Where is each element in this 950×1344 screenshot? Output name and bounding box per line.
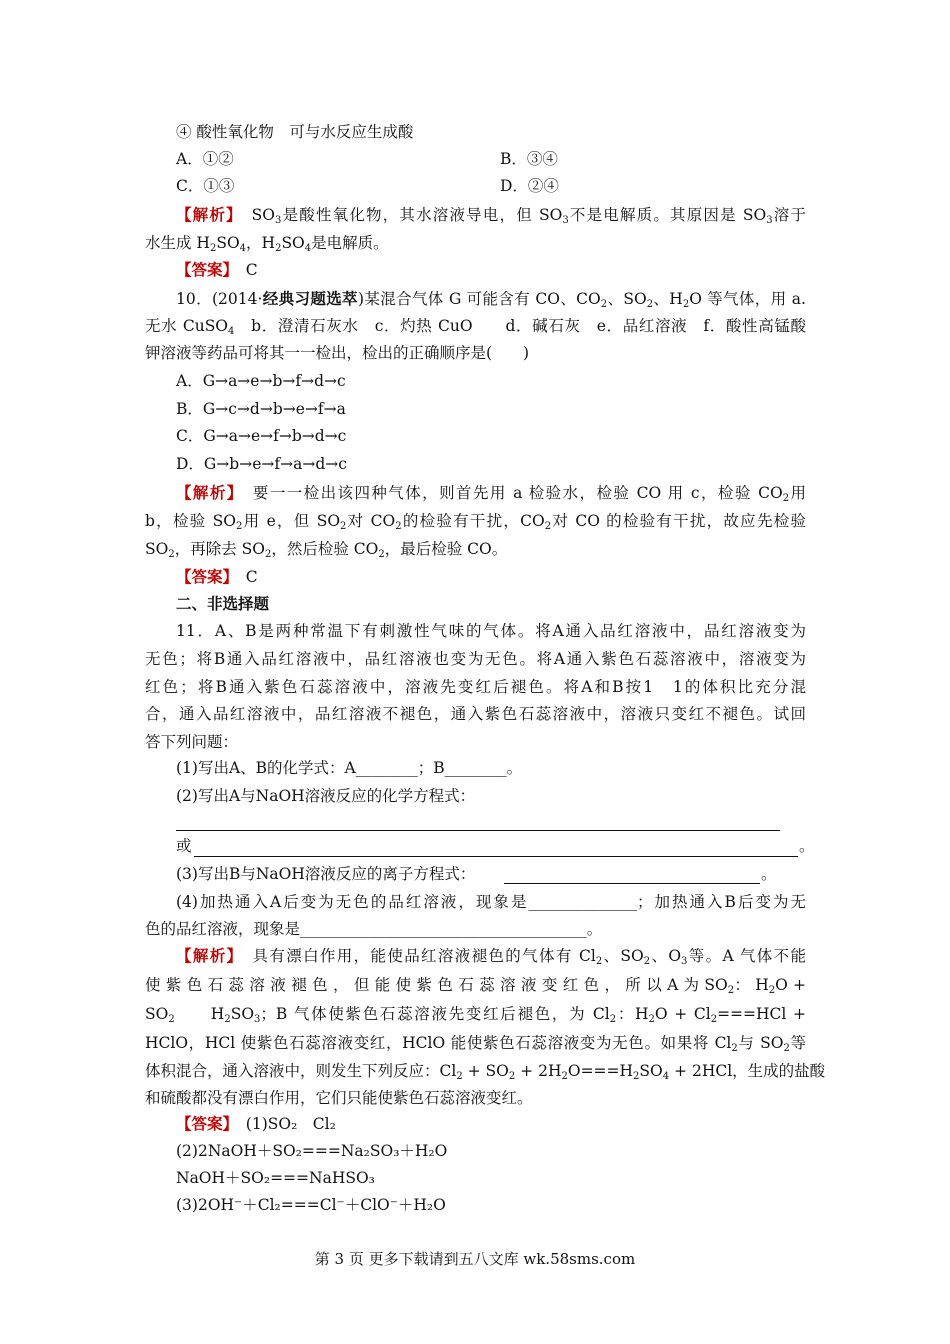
answer-blank-line — [176, 830, 780, 831]
q10-answer — [176, 566, 258, 588]
q11-stem-line-5: 答下列问题： — [145, 733, 239, 751]
q11-explanation-line-5: 体积混合，通入溶液中，则发生下列反应：$Cl_2 + SO_2 + 2H_2O===H_2SO_4 + 2HCl$，生成的盐酸 — [145, 1062, 826, 1082]
q9-option-c: C．①③ — [176, 177, 235, 195]
q11-answer-3: NaOH＋SO₂===NaHSO₃ — [176, 1169, 375, 1187]
q11-explanation-line-1: 【解析】 具有漂白作用，能使品红溶液褪色的气体有 $Cl_2$、$SO_2$、$O_3$等。A 气体不能 — [176, 946, 806, 967]
q10-answer-value: C — [245, 568, 258, 586]
q10-stem-line-3: 钾溶液等药品可将其一一检出，检出的正确顺序是( ) — [145, 344, 530, 362]
q11-sub-1: (1)写出A、B的化学式：A________；B________。 — [176, 759, 523, 777]
q9-item-4: ④ 酸性氧化物 可与水反应生成酸 — [176, 123, 414, 141]
q10-explanation-line-2: b，检验 $SO_2$用 e，但 $SO_2$对 $CO_2$的检验有干扰，$CO_2$对 CO 的检验有干扰，故应先检验 — [145, 512, 806, 532]
q11-explanation-line-4: HClO，HCl 使紫色石蕊溶液变红，HClO 能使紫色石蕊溶液变为无色。如果将 $Cl_2$与 $SO_2$等 — [145, 1034, 806, 1054]
q11-answer-1: (1)SO₂ Cl₂ — [245, 1115, 336, 1133]
q11-stem-line-3: 红色；将B通入紫色石蕊溶液中，溶液先变红后褪色。将A和B按1 1的体积比充分混 — [145, 678, 806, 696]
q11-answer-4: (3)2OH⁻＋Cl₂===Cl⁻＋ClO⁻＋H₂O — [176, 1196, 446, 1214]
page-footer: 第 3 页 更多下载请到五八文库 wk.58sms.com — [314, 1250, 636, 1268]
q10-option-a: A．G→a→e→b→f→d→c — [176, 372, 346, 390]
explain-tag: 【解析】 — [176, 483, 236, 502]
q11-stem-line-4: 合，通入品红溶液中，品红溶液不褪色，通入紫色石蕊溶液中，溶液只变红不褪色。试回 — [145, 705, 806, 723]
answer-blank-line — [504, 883, 760, 884]
q10-option-c: C．G→a→e→f→b→d→c — [176, 427, 347, 445]
q11-sub-4-line-1: (4)加热通入A后变为无色的品红溶液，现象是______________；加热通入B后变为无 — [176, 893, 806, 911]
q9-answer — [176, 259, 258, 281]
q10-stem-line-2: 无水 CuSO$_4$ b．澄清石灰水 c．灼热 CuO d．碱石灰 e．品红溶液 f．酸性高锰酸 — [145, 317, 806, 337]
q11-explanation-line-6: 和硫酸都没有漂白作用，它们只能使紫色石蕊溶液变红。 — [145, 1089, 533, 1107]
answer-tag: 【答案】 — [176, 567, 231, 586]
q11-stem-line-1: 11．A、B是两种常温下有刺激性气味的气体。将A通入品红溶液中，品红溶液变为 — [176, 622, 806, 640]
explain-tag: 【解析】 — [176, 205, 235, 224]
q11-period: 。 — [799, 837, 815, 855]
q10-option-d: D．G→b→e→f→a→d→c — [176, 455, 347, 473]
q11-sub-3: (3)写出B与NaOH溶液反应的离子方程式： — [176, 865, 476, 883]
q10-explanation-line-3: $SO_2$，再除去 $SO_2$，然后检验 $CO_2$，最后检验 CO。 — [145, 540, 508, 560]
q9-explanation-line-1: 【解析】 $SO_3$是酸性氧化物，其水溶液导电，但 $SO_3$不是电解质。其原因是 $SO_3$溶于 — [176, 205, 806, 226]
q9-option-d: D．②④ — [500, 177, 559, 195]
q11-answer-2: (2)2NaOH＋SO₂===Na₂SO₃＋H₂O — [176, 1142, 448, 1160]
q10-option-b: B．G→c→d→b→e→f→a — [176, 400, 346, 418]
q11-explanation-line-2: 使 紫 色 石 蕊 溶 液 褪 色 ， 但 能 使 紫 色 石 蕊 溶 液 变 红 色 ， 所 以 A 为 $SO_2$： $H_2O$ + — [145, 976, 806, 996]
q9-explanation-line-2: 水生成 $H_2SO_4$，$H_2SO_4$是电解质。 — [145, 234, 389, 254]
section-title: 二、非选择题 — [176, 594, 270, 613]
q11-or: 或 — [176, 837, 192, 855]
q9-answer-value: C — [245, 261, 258, 279]
explain-tag: 【解析】 — [176, 946, 236, 965]
answer-tag: 【答案】 — [176, 260, 231, 279]
q11-sub-3-period: 。 — [761, 865, 777, 883]
q10-stem-line-1: 10．(2014·经典习题选萃)某混合气体 G 可能含有 CO、$CO_2$、$SO_2$、$H_2O$ 等气体，用 a. — [176, 289, 806, 310]
answer-tag: 【答案】 — [176, 1114, 231, 1133]
q11-sub-4-line-2: 色的品红溶液，现象是_____________________________________。 — [145, 920, 603, 938]
q11-explanation-line-3: $SO_2$ $H_2SO_3$；B 气体使紫色石蕊溶液先变红后褪色，为 $Cl_2$：$H_2O + Cl_2===HCl$ + — [145, 1005, 806, 1025]
q10-explanation-line-1: 【解析】 要一一检出该四种气体，则首先用 a 检验水，检验 CO 用 c，检验 $CO_2$用 — [176, 483, 806, 504]
q11-sub-2: (2)写出A与NaOH溶液反应的化学方程式： — [176, 787, 476, 805]
answer-blank-line — [194, 856, 798, 857]
q11-stem-line-2: 无色；将B通入品红溶液中，品红溶液也变为无色。将A通入紫色石蕊溶液中，溶液变为 — [145, 650, 806, 668]
q9-option-a: A．①② — [176, 150, 234, 168]
q9-option-b: B．③④ — [500, 150, 558, 168]
q11-answer — [176, 1113, 336, 1135]
